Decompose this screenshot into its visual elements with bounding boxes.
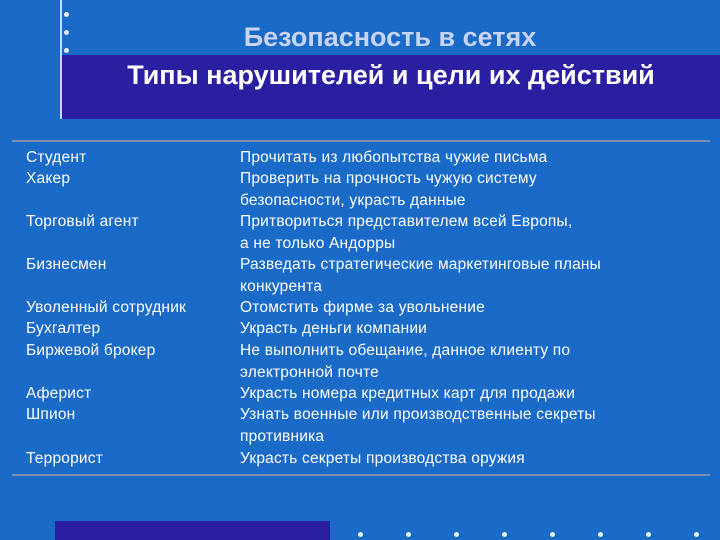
decor-dot-icon [646,532,651,537]
row-type: Биржевой брокер [26,342,156,359]
decor-dot-icon [358,532,363,537]
decor-dot-icon [550,532,555,537]
row-goal: Притвориться представителем всей Европы, а не только Андорры [240,213,573,252]
row-goal: Украсть номера кредитных карт для продажи [240,385,576,402]
violators-table [12,140,710,476]
row-type: Студент [26,149,87,166]
row-type: Торговый агент [26,213,139,230]
bottom-decor-bar [55,521,330,540]
row-type: Бухгалтер [26,320,101,337]
row-goal: Отомстить фирме за увольнение [240,299,485,316]
row-goal: Проверить на прочность чужую систему безопасности, украсть данные [240,170,537,209]
decor-dot-icon [694,532,699,537]
row-goal: Прочитать из любопытства чужие письма [240,149,548,166]
row-type: Бизнесмен [26,256,107,273]
decor-dot-icon [454,532,459,537]
row-goal: Украсть секреты производства оружия [240,450,525,467]
slide-subtitle: Типы нарушителей и цели их действий [127,60,655,90]
row-goal: Не выполнить обещание, данное клиенту по электронной почте [240,342,571,381]
slide-title: Безопасность в сетях [243,22,537,52]
row-type: Хакер [26,170,71,187]
row-goal: Разведать стратегические маркетинговые планы конкурента [240,256,602,295]
decor-dot-icon [502,532,507,537]
row-goal: Узнать военные или производственные секреты противника [240,406,596,445]
decor-dot-icon [64,12,69,17]
row-type: Уволенный сотрудник [26,299,187,316]
decor-dot-icon [406,532,411,537]
row-type: Аферист [26,385,92,402]
decor-dot-icon [598,532,603,537]
row-type: Шпион [26,406,76,423]
row-type: Террорист [26,450,104,467]
row-goal: Украсть деньги компании [240,320,428,337]
